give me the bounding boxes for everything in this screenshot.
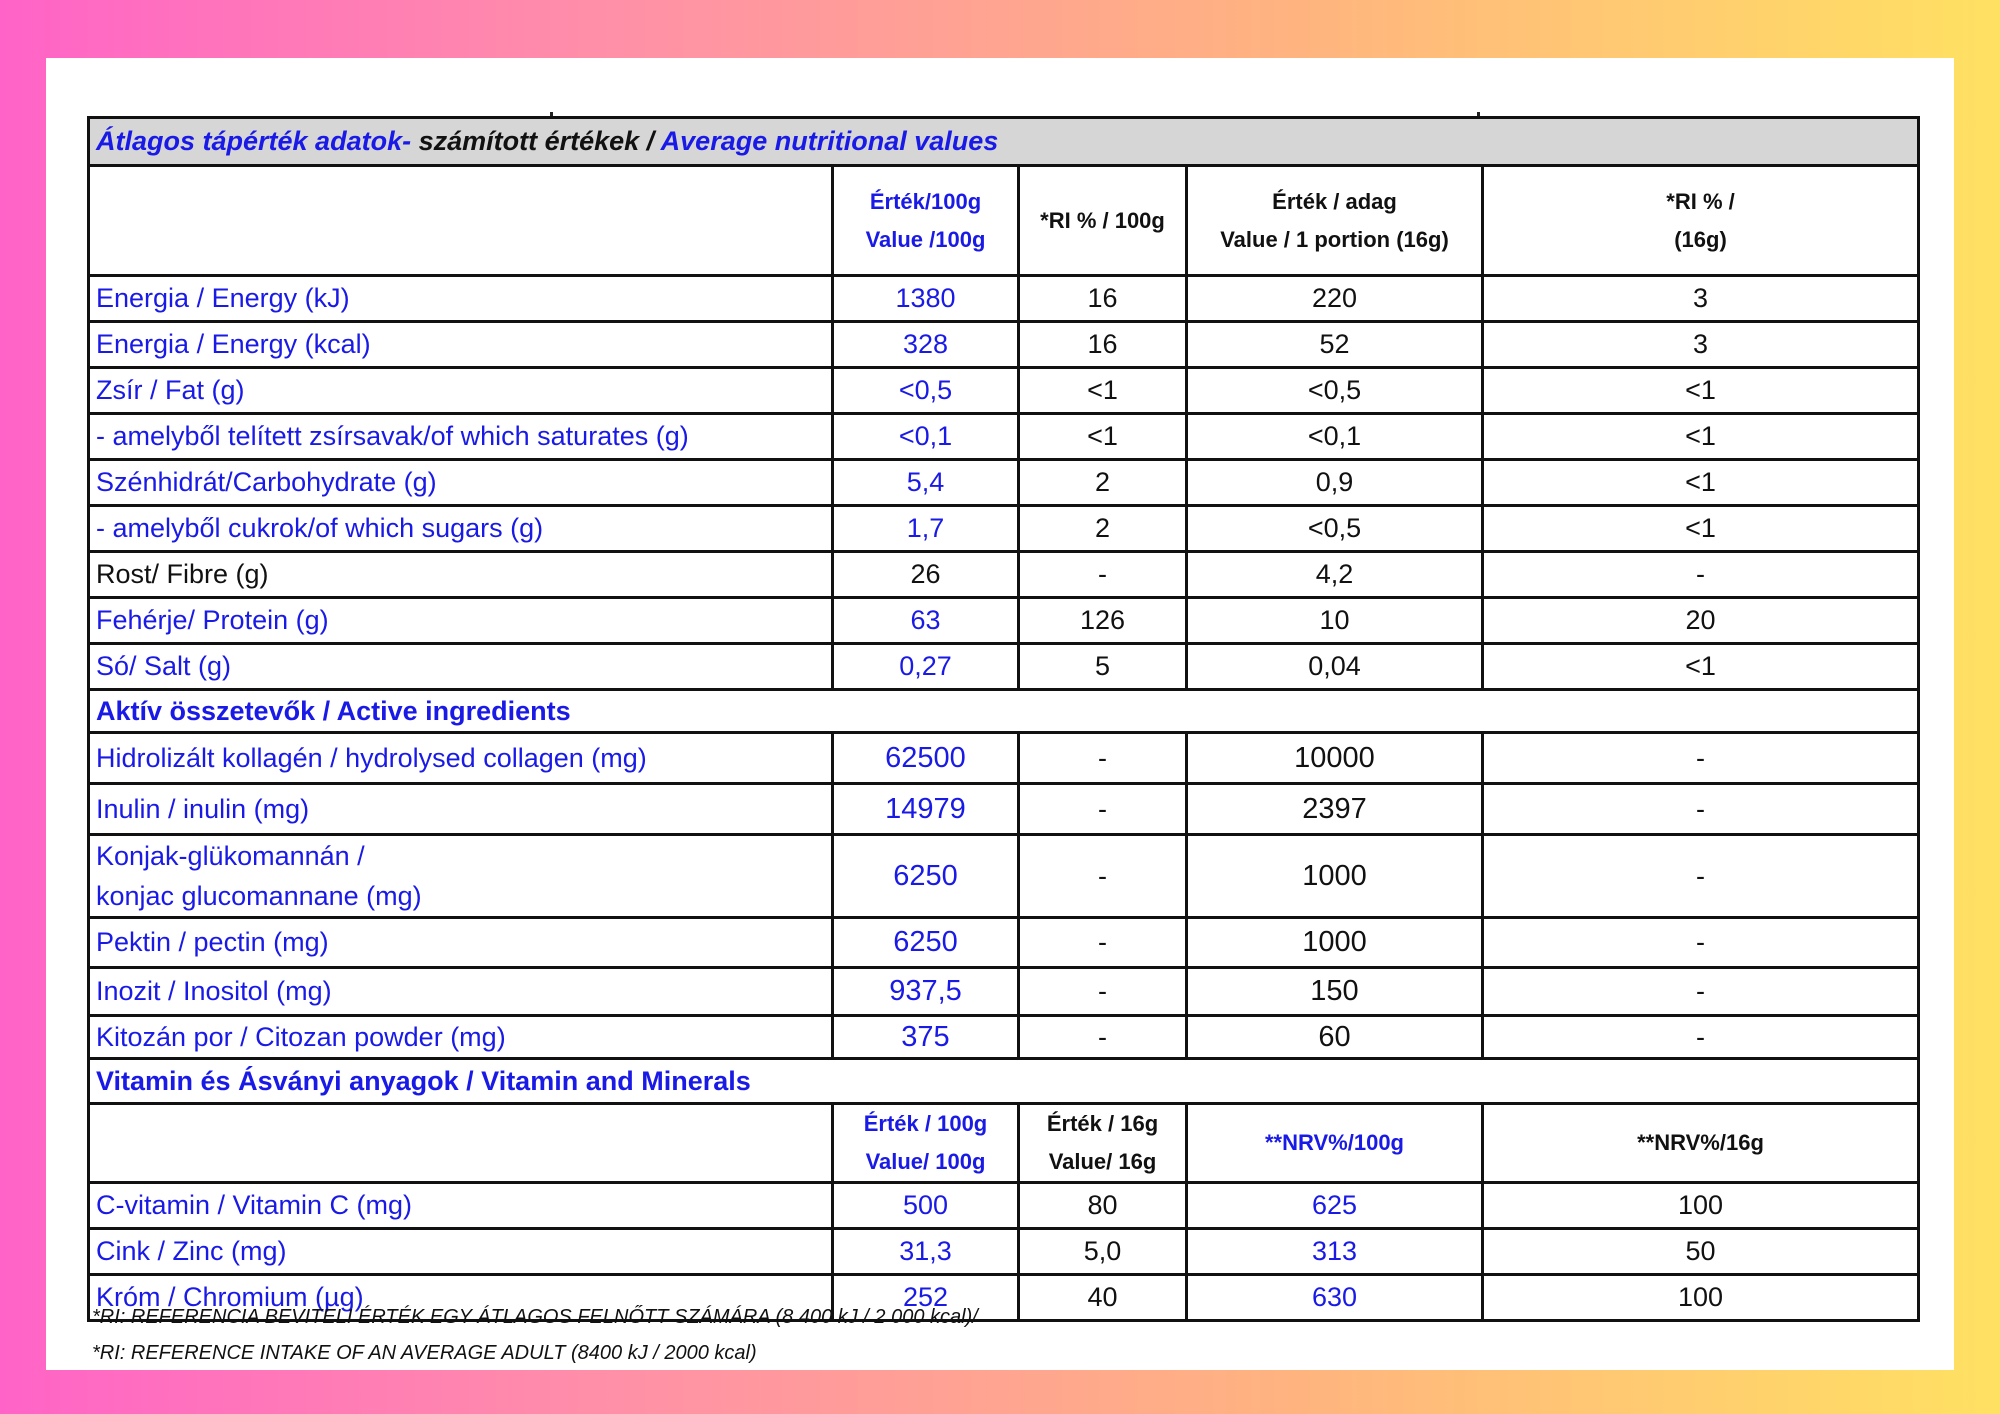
portion-value: <0,5: [1187, 368, 1483, 414]
header-value-100g-en: Value /100g: [865, 226, 986, 252]
table-row: [89, 276, 1919, 322]
ri-100g: -: [1019, 733, 1187, 784]
value-100g: 31,3: [833, 1229, 1019, 1275]
header-ri-16g-line1: *RI % /: [1666, 188, 1735, 214]
value-100g: 26: [833, 552, 1019, 598]
portion-value: 4,2: [1187, 552, 1483, 598]
ri-100g: 126: [1019, 598, 1187, 644]
row-label: Hidrolizált kollagén / hydrolysed collagen (mg): [89, 733, 833, 784]
vit-header-value-16g-en: Value/ 16g: [1048, 1149, 1157, 1174]
ri-100g: -: [1019, 968, 1187, 1016]
portion-value: 10: [1187, 598, 1483, 644]
table-row: [89, 552, 1919, 598]
section-row-vitamins: [89, 1059, 1919, 1104]
value-100g: 1,7: [833, 506, 1019, 552]
portion-value: 0,04: [1187, 644, 1483, 690]
value-100g: 6250: [833, 835, 1019, 918]
value-100g: 252: [833, 1275, 1019, 1321]
table-row: [89, 784, 1919, 835]
ri-100g: <1: [1019, 368, 1187, 414]
vit-header-value-16g: [1019, 1104, 1187, 1183]
ri-16g: -: [1483, 552, 1919, 598]
ri-16g: -: [1483, 918, 1919, 968]
table-row: [89, 1183, 1919, 1229]
footnote-english: *RI: REFERENCE INTAKE OF AN AVERAGE ADULT (8400 kJ / 2000 kcal): [92, 1342, 757, 1364]
table-row: [89, 644, 1919, 690]
row-label: Króm / Chromium (µg): [89, 1275, 833, 1321]
nrv-100g: 625: [1187, 1183, 1483, 1229]
value-100g: 62500: [833, 733, 1019, 784]
table-row: [89, 968, 1919, 1016]
ri-16g: <1: [1483, 506, 1919, 552]
value-100g: 14979: [833, 784, 1019, 835]
table-row: [89, 1229, 1919, 1275]
ri-16g: <1: [1483, 644, 1919, 690]
ri-16g: <1: [1483, 368, 1919, 414]
row-label: Pektin / pectin (mg): [89, 918, 833, 968]
ri-100g: -: [1019, 784, 1187, 835]
row-label: Rost/ Fibre (g): [89, 552, 833, 598]
nrv-16g: 100: [1483, 1183, 1919, 1229]
table-row: [89, 414, 1919, 460]
portion-value: 10000: [1187, 733, 1483, 784]
table-row: [89, 598, 1919, 644]
vit-header-nrv-100g: **NRV%/100g: [1187, 1104, 1483, 1183]
value-16g: 80: [1019, 1183, 1187, 1229]
header-empty-cell: [89, 166, 833, 276]
value-100g: 937,5: [833, 968, 1019, 1016]
table-row: [89, 1016, 1919, 1059]
header-portion-en: Value / 1 portion (16g): [1220, 226, 1449, 252]
ri-100g: 16: [1019, 276, 1187, 322]
table-row: [89, 460, 1919, 506]
ri-100g: -: [1019, 918, 1187, 968]
value-100g: 0,27: [833, 644, 1019, 690]
ri-100g: -: [1019, 835, 1187, 918]
row-label: Kitozán por / Citozan powder (mg): [89, 1016, 833, 1059]
ri-100g: 16: [1019, 322, 1187, 368]
ri-16g: -: [1483, 1016, 1919, 1059]
portion-value: 2397: [1187, 784, 1483, 835]
ri-16g: 20: [1483, 598, 1919, 644]
nrv-100g: 630: [1187, 1275, 1483, 1321]
ri-100g: <1: [1019, 414, 1187, 460]
ri-16g: -: [1483, 968, 1919, 1016]
ri-16g: <1: [1483, 414, 1919, 460]
row-label: - amelyből cukrok/of which sugars (g): [89, 506, 833, 552]
title-english: Average nutritional values: [660, 126, 999, 156]
row-label: Energia / Energy (kJ): [89, 276, 833, 322]
value-100g: 500: [833, 1183, 1019, 1229]
table-row: [89, 368, 1919, 414]
header-portion: [1187, 166, 1483, 276]
title-calculated: számított értékek /: [411, 126, 661, 156]
row-label: Inulin / inulin (mg): [89, 784, 833, 835]
portion-value: <0,5: [1187, 506, 1483, 552]
ri-16g: <1: [1483, 460, 1919, 506]
table-title-row: [89, 118, 1919, 166]
nrv-100g: 313: [1187, 1229, 1483, 1275]
row-label: Energia / Energy (kcal): [89, 322, 833, 368]
nutrition-table: [87, 116, 1920, 1322]
value-100g: 328: [833, 322, 1019, 368]
section-row-active: [89, 690, 1919, 733]
portion-value: 0,9: [1187, 460, 1483, 506]
row-label: Zsír / Fat (g): [89, 368, 833, 414]
row-label: Cink / Zinc (mg): [89, 1229, 833, 1275]
row-label: Inozit / Inositol (mg): [89, 968, 833, 1016]
ri-16g: 3: [1483, 322, 1919, 368]
section-title-vitamins: Vitamin és Ásványi anyagok / Vitamin and Minerals: [89, 1059, 1919, 1104]
row-label: - amelyből telített zsírsavak/of which saturates (g): [89, 414, 833, 460]
value-100g: <0,1: [833, 414, 1019, 460]
table-row: [89, 918, 1919, 968]
ri-16g: 3: [1483, 276, 1919, 322]
portion-value: 150: [1187, 968, 1483, 1016]
row-label-line1: Konjak-glükomannán /: [96, 841, 365, 871]
value-100g: 63: [833, 598, 1019, 644]
title-hungarian: Átlagos tápérték adatok-: [96, 126, 412, 156]
portion-value: <0,1: [1187, 414, 1483, 460]
vit-header-value-16g-hu: Érték / 16g: [1046, 1111, 1159, 1136]
ri-100g: -: [1019, 552, 1187, 598]
nrv-16g: 100: [1483, 1275, 1919, 1321]
ri-16g: -: [1483, 784, 1919, 835]
row-label: Fehérje/ Protein (g): [89, 598, 833, 644]
portion-value: 52: [1187, 322, 1483, 368]
table-row: [89, 733, 1919, 784]
table-row: [89, 506, 1919, 552]
nrv-16g: 50: [1483, 1229, 1919, 1275]
row-label-line2: konjac glucomannane (mg): [96, 881, 422, 911]
vitamin-header-row: [89, 1104, 1919, 1183]
footnote-hungarian: *RI: REFERENCIA BEVITELI ÉRTÉK EGY ÁTLAGOS FELNŐTT SZÁMÁRA (8 400 kJ / 2 000 kcal)/: [92, 1306, 978, 1328]
ri-16g: -: [1483, 733, 1919, 784]
table-row: [89, 835, 1919, 918]
ri-100g: 2: [1019, 460, 1187, 506]
portion-value: 60: [1187, 1016, 1483, 1059]
header-empty-cell: [89, 1104, 833, 1183]
row-label: C-vitamin / Vitamin C (mg): [89, 1183, 833, 1229]
portion-value: 1000: [1187, 918, 1483, 968]
vit-header-value-100g-en: Value/ 100g: [865, 1149, 986, 1174]
ri-100g: -: [1019, 1016, 1187, 1059]
column-header-row: [89, 166, 1919, 276]
portion-value: 1000: [1187, 835, 1483, 918]
value-100g: 5,4: [833, 460, 1019, 506]
header-portion-hu: Érték / adag: [1272, 188, 1397, 214]
row-label: Szénhidrát/Carbohydrate (g): [89, 460, 833, 506]
ri-16g: -: [1483, 835, 1919, 918]
value-100g: 6250: [833, 918, 1019, 968]
header-ri-16g: [1483, 166, 1919, 276]
table-title: [89, 118, 1919, 166]
value-100g: <0,5: [833, 368, 1019, 414]
table-row: [89, 322, 1919, 368]
value-16g: 5,0: [1019, 1229, 1187, 1275]
header-value-100g: [833, 166, 1019, 276]
vit-header-value-100g: [833, 1104, 1019, 1183]
header-ri-100g: *RI % / 100g: [1019, 166, 1187, 276]
header-value-100g-hu: Érték/100g: [869, 188, 982, 214]
value-100g: 1380: [833, 276, 1019, 322]
row-label: Só/ Salt (g): [89, 644, 833, 690]
vit-header-value-100g-hu: Érték / 100g: [863, 1111, 988, 1136]
value-16g: 40: [1019, 1275, 1187, 1321]
section-title-active: Aktív összetevők / Active ingredients: [89, 690, 1919, 733]
ri-100g: 5: [1019, 644, 1187, 690]
ri-100g: 2: [1019, 506, 1187, 552]
row-label: [89, 835, 833, 918]
header-ri-16g-line2: (16g): [1674, 226, 1727, 252]
value-100g: 375: [833, 1016, 1019, 1059]
vit-header-nrv-16g: **NRV%/16g: [1483, 1104, 1919, 1183]
portion-value: 220: [1187, 276, 1483, 322]
